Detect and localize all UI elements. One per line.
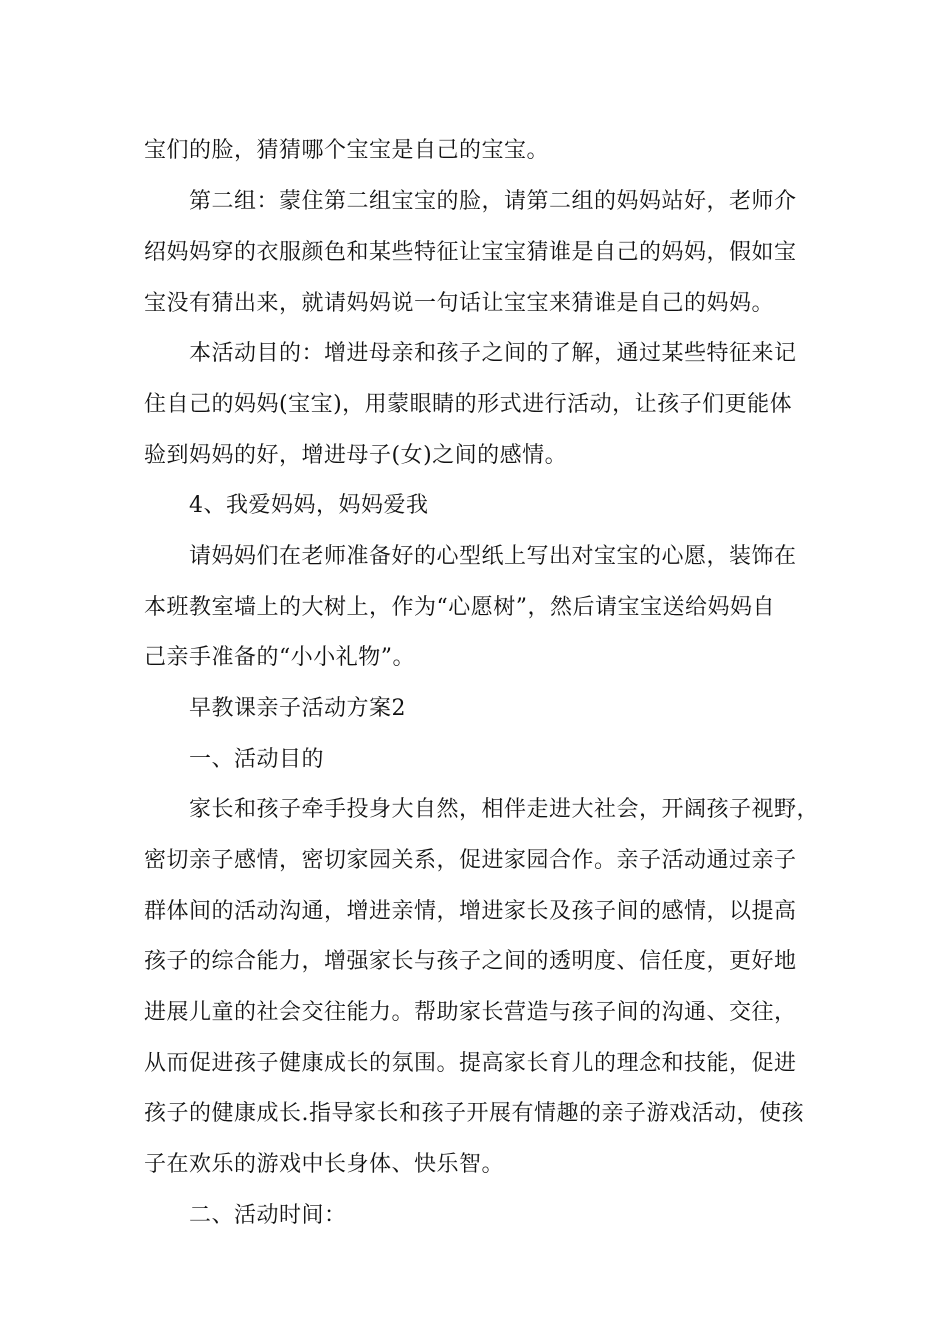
document-title: 早教课亲子活动方案2 xyxy=(189,696,406,721)
text-line: 请妈妈们在老师准备好的心型纸上写出对宝宝的心愿，装饰在 xyxy=(189,544,797,569)
section-heading: 4、我爱妈妈，妈妈爱我 xyxy=(189,493,429,518)
text-line: 第二组：蒙住第二组宝宝的脸，请第二组的妈妈站好，老师介 xyxy=(189,189,797,214)
text-line: 宝们的脸，猜猜哪个宝宝是自己的宝宝。 xyxy=(144,138,550,163)
text-line: 家长和孩子牵手投身大自然，相伴走进大社会，开阔孩子视野， xyxy=(189,797,820,822)
text-line: 从而促进孩子健康成长的氛围。提高家长育儿的理念和技能，促进 xyxy=(144,1051,797,1076)
text-line: 己亲手准备的“小小礼物”。 xyxy=(144,645,415,670)
text-line: 群体间的活动沟通，增进亲情，增进家长及孩子间的感情，以提高 xyxy=(144,899,797,924)
text-line: 密切亲子感情，密切家园关系，促进家园合作。亲子活动通过亲子 xyxy=(144,848,797,873)
text-line: 绍妈妈穿的衣服颜色和某些特征让宝宝猜谁是自己的妈妈，假如宝 xyxy=(144,240,797,265)
text-line: 孩子的综合能力，增强家长与孩子之间的透明度、信任度，更好地 xyxy=(144,949,797,974)
section-heading: 二、活动时间： xyxy=(189,1203,347,1228)
text-line: 进展儿童的社会交往能力。帮助家长营造与孩子间的沟通、交往， xyxy=(144,1000,797,1025)
text-line: 本班教室墙上的大树上，作为“心愿树”，然后请宝宝送给妈妈自 xyxy=(144,595,775,620)
text-line: 住自己的妈妈(宝宝)，用蒙眼睛的形式进行活动，让孩子们更能体 xyxy=(144,392,793,417)
text-line: 子在欢乐的游戏中长身体、快乐智。 xyxy=(144,1152,505,1177)
text-line: 本活动目的：增进母亲和孩子之间的了解，通过某些特征来记 xyxy=(189,341,797,366)
text-line: 孩子的健康成长.指导家长和孩子开展有情趣的亲子游戏活动，使孩 xyxy=(144,1101,804,1126)
text-line: 验到妈妈的好，增进母子(女)之间的感情。 xyxy=(144,443,568,468)
section-heading: 一、活动目的 xyxy=(189,747,325,772)
text-line: 宝没有猜出来，就请妈妈说一句话让宝宝来猜谁是自己的妈妈。 xyxy=(144,291,775,316)
